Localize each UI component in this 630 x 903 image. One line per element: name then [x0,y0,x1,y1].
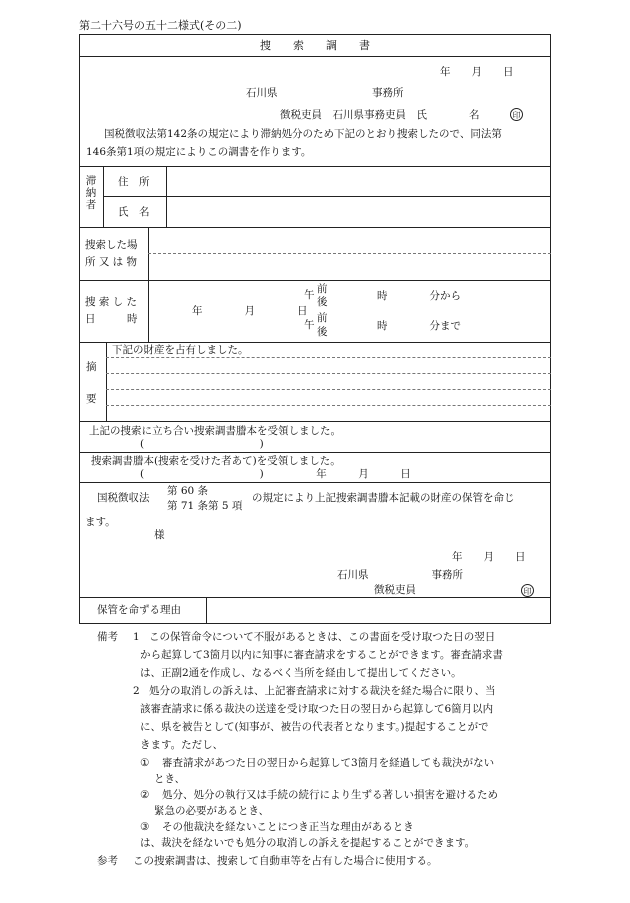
intro-line-2: 146条第1項の規定によりこの調書を作ります。 [86,146,312,158]
place-label-1: 捜索した場 [85,239,138,251]
summary-first-line: 下記の財産を占有しました。 [112,344,249,356]
note-text: その他裁決を経ないことにつき正当な理由があるとき [162,821,414,833]
note-number: 2 [133,685,140,697]
receipt1-signature[interactable]: ( ) [140,438,264,450]
note-subnumber: ① [140,757,150,769]
to-time: 時 分まで [377,320,461,332]
reason-label: 保管を命ずる理由 [97,604,181,616]
from-noon: 午 [304,289,315,301]
taxpayer-label: 滞納者 [85,175,97,212]
form-frame [79,34,551,624]
divider [79,166,551,167]
search-date: 年 月 日 [192,305,308,317]
summary-line[interactable] [106,405,551,406]
receipt2-signature[interactable]: ( ) 年 月 日 [140,468,411,480]
divider [79,421,551,422]
header-date: 年 月 日 [440,66,514,78]
notes-label: 備考 [97,631,118,643]
summary-label-top: 摘 [86,361,97,373]
note-text: 緊急の必要があるとき、 [154,805,270,817]
custody-official: 徴税吏員 [374,584,416,596]
custody-article-2: 第 71 条第 5 項 [167,500,243,512]
form-id: 第二十六号の五十二様式(その二) [79,19,242,32]
note-text: 処分の取消しの訴えは、上記審査請求に対する裁決を経た場合に限り、当 [149,685,496,697]
note-text: から起算して3箇月以内に知事に審査請求をすることができます。審査請求書 [140,649,503,661]
summary-line[interactable] [106,357,551,358]
note-text: に、県を被告として(知事が、被告の代表者となります。)提起することがで [140,721,489,733]
to-pm: 後 [317,326,328,338]
address-label: 住 所 [118,176,150,188]
divider [206,597,207,624]
seal-icon: 印 [521,584,534,597]
custody-text-1: の規定により上記捜索調書謄本記載の財産の保管を命じ [252,492,515,504]
divider [79,227,551,228]
from-time: 時 分から [377,290,461,302]
from-am: 前 [317,283,328,295]
divider [106,342,107,421]
note-number: 1 [133,631,140,643]
reference-label: 参考 [97,855,118,867]
receipt2-line1: 捜索調書謄本(捜索を受けた者あて)を受領しました。 [91,455,341,467]
note-text: は、正副2通を作成し、なるべく当所を経由して提出してください。 [140,667,462,679]
reference-text: この捜索調書は、捜索して自動車等を占有した場合に使用する。 [133,855,438,867]
custody-law: 国税徴収法 [97,492,150,504]
to-am: 前 [317,312,328,324]
custody-text-2: ます。 [85,516,116,528]
divider [79,342,551,343]
datetime-label-1: 捜 索 し た [85,296,138,308]
note-subnumber: ② [140,789,150,801]
divider [79,280,551,281]
datetime-label-2: 日 時 [85,313,138,325]
divider [79,56,551,57]
custody-office: 石川県 事務所 [337,569,463,581]
note-text: とき、 [154,773,186,785]
divider [79,597,551,598]
summary-line[interactable] [106,389,551,390]
seal-icon: 印 [510,108,523,121]
summary-line[interactable] [106,373,551,374]
custody-addressee: 様 [154,529,165,541]
summary-label-bottom: 要 [86,393,97,405]
note-subnumber: ③ [140,821,150,833]
to-noon: 午 [304,319,315,331]
custody-article-1: 第 60 条 [167,485,209,497]
intro-line-1: 国税徴収法第142条の規定により滞納処分のため下記のとおり捜索したので、同法第 [104,128,502,140]
form-title: 捜 索 調 書 [260,39,370,52]
note-text: 審査請求があつた日の翌日から起算して3箇月を経過しても裁決がない [162,757,495,769]
note-text: 該審査請求に係る裁決の送達を受け取つた日の翌日から起算して6箇月以内 [140,703,494,715]
header-office: 石川県 事務所 [246,87,404,99]
name-label: 氏 名 [118,206,150,218]
note-text: 処分、処分の執行又は手続の続行により生ずる著しい損害を避けるため [162,789,498,801]
note-text: きます。ただし、 [140,739,224,751]
divider [148,280,149,342]
custody-date: 年 月 日 [452,551,526,563]
note-text: この保管命令について不服があるときは、この書面を受け取つた日の翌日 [149,631,496,643]
place-label-2: 所 又 は 物 [85,256,138,268]
divider [79,482,551,483]
receipt1-line1: 上記の捜索に立ち合い捜索調書謄本を受領しました。 [89,425,341,437]
divider [103,196,551,197]
place-field[interactable] [148,253,551,254]
header-official: 徴税吏員 石川県事務吏員 氏 名 [280,109,480,121]
divider [79,452,551,453]
from-pm: 後 [317,296,328,308]
note-text: は、裁決を経ないでも処分の取消しの訴えを提起することができます。 [140,837,476,849]
